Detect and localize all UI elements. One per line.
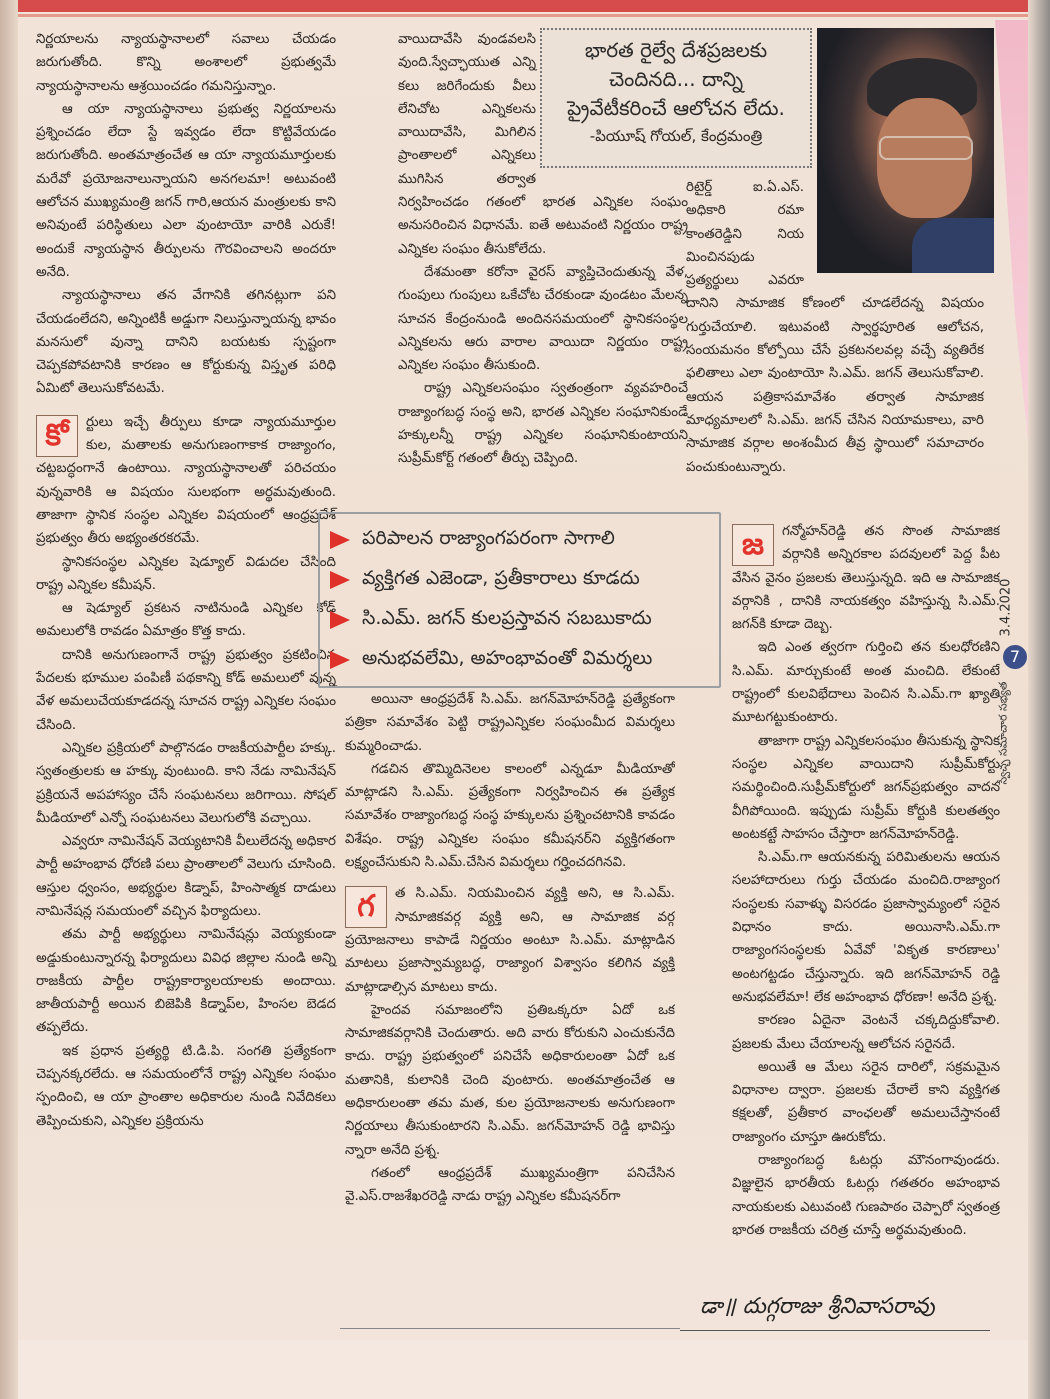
right-page-edge [1028, 0, 1050, 1399]
article-column-1 [36, 28, 336, 1133]
publication-name: స్వేచ్ఛ సమాచార సభ్యత [996, 681, 1010, 785]
highlight-item: వ్యక్తిగత ఎజెండా, ప్రతీకారాలు కూడదు [330, 560, 709, 600]
paragraph: ఇది ఎంత త్వరగా గుర్తించి తన కులధోరణిని సి.ఎమ్. మార్చుకుంటే అంత మంచిది. లేకుంటే రాష్ట్రంలో కులవిభేదాలు పెంచిన సి.ఎమ్.గా ఖ్యాతి మూటగట్టుకుంటారు. [732, 640, 1000, 726]
highlight-item: పరిపాలన రాజ్యాంగపరంగా సాగాలి [330, 520, 709, 560]
photo-float-spacer [804, 176, 984, 274]
paragraph: న్యాయస్థానాలు తన వేగానికి తగినట్లుగా పని చేయడంలేదని, అన్నింటికీ అడ్డుగా నిలుస్తున్నాయన్న భావం మనసులో వున్నా దానిని బయటకు స్పష్టంగా చెప్పకపోవటానికి కారణం ఆ కోర్టుకున్న విస్తృత పరిధి ఏమిటో తెలుసుకోవటమే. [36, 288, 336, 397]
paragraph: ఎన్నికల ప్రక్రియలో పాల్గొనడం రాజకీయపార్టీల హక్కు. స్వతంత్రులకు ఆ హక్కు వుంటుంది. కాని నేడు నామినేషన్ ప్రక్రియనే అపహాస్యం చేసే సంఘటనలు జరిగాయి. సోషల్ మీడియాలో ఎన్నో సంఘటనలు వెలుగులోకి వచ్చాయి. [36, 740, 336, 826]
article-column-3-bottom [732, 520, 1000, 1290]
paragraph: ఆ షెడ్యూల్ ప్రకటన నాటినుండి ఎన్నికల కోడ్ అమలులోకి రావడం ఏమాత్రం కొత్త కాదు. [36, 601, 336, 640]
highlight-item: అనుభవలేమి, అహంభావంతో విమర్శలు [330, 640, 709, 680]
paragraph: దానికి అనుగుణంగానే రాష్ట్ర ప్రభుత్వం ప్రకటించిన పేదలకు భూముల పంపిణీ పథకాన్ని కోడ్ అమలులో వున్న వేళ అమలుచేయకూడదన్న సూచన రాష్ట్ర ఎన్నికల సంఘం చేసింది. [36, 647, 336, 733]
issue-date: 3.4.2020 [998, 578, 1014, 637]
article-column-2-bottom [345, 688, 675, 1328]
pink-decoration [995, 20, 1028, 440]
paragraph: గతంలో ఆంధ్రప్రదేశ్ ముఖ్యమంత్రిగా పనిచేసిన వై.ఎస్.రాజశేఖరరెడ్డి నాడు రాష్ట్ర ఎన్నికల కమీషనర్‌గా [345, 1165, 675, 1205]
quote-line: చెందినది... దాన్ని [608, 67, 744, 91]
drop-cap-ko: కో [36, 415, 78, 457]
bottom-margin [18, 1340, 1028, 1399]
article-column-3-top [686, 176, 984, 506]
paragraph: రిటైర్డ్ ఐ.ఏ.ఎస్. అధికారి రమా కాంతరెడ్డిని నియ మించినపుడు ప్రత్యర్థులు ఎవరూ దానిని సామాజిక కోణంలో చూడలేదన్న విషయం గుర్తుచేయాలి. ఇటువంటి స్వార్థపూరిత ఆలోచన, సంయమనం కోల్పోయి చేసే ప్రకటనలవల్ల వచ్చే వ్యతిరేక ఫలితాలు ఎలా వుంటాయో సి.ఎమ్. జగన్ తెలుసుకోవాలి. ఆయన పత్రికాసమావేశం తర్వాత సామాజిక మాధ్యమాలలో సి.ఎమ్. జగన్ చేసిన నియామకాలు, వారి సామాజిక వర్గాల అంశంమీద తీవ్ర స్థాయిలో సమాచారం పంచుకుంటున్నారు. [686, 180, 984, 475]
highlight-item: సి.ఎమ్. జగన్ కులప్రస్తావన సబబుకాదు [330, 600, 709, 640]
top-red-rule [0, 0, 1050, 12]
byline-rule [680, 1330, 990, 1331]
page-side-meta [996, 560, 1027, 940]
paragraph: నిర్ణయాలను న్యాయస్థానాలలో సవాలు చేయడం జరుగుతోంది. కొన్ని అంశాలలో ప్రభుత్వమే న్యాయస్థానాలను ఆశ్రయించడం గమనిస్తున్నాం. [36, 32, 336, 94]
paragraph: తాజాగా రాష్ట్ర ఎన్నికలసంఘం తీసుకున్న స్థానిక సంస్థల ఎన్నికల వాయిదాని సుప్రీమ్‌కోర్టు సమర్థించింది.సుప్రీమ్‌కోర్టులో జగన్‌ప్రభుత్వం వాదన వీగిపోయింది. ఇప్పుడు సుప్రీమ్ కోర్టుకి కులతత్వం అంటకట్టే సాహసం చేస్తారా జగన్‌మోహన్‌రెడ్డి. [732, 733, 1000, 842]
top-thin-rule [0, 14, 1050, 17]
paragraph-with-dropcap: కో ర్టులు ఇచ్చే తీర్పులు కూడా న్యాయమూర్తుల కుల, మతాలకు అనుగుణంగాకాక రాజ్యాంగం, చట్టబద్ధంగానే ఉంటాయి. న్యాయస్థానాలతో పరిచయం వున్నవారికి ఆ విషయం సులభంగా అర్థమవుతుంది. తాజాగా స్థానిక సంస్థల ఎన్నికల విషయంలో ఆంధ్రప్రదేశ్ ప్రభుత్వం తీరు అభ్యంతరకరమే. [36, 414, 336, 547]
left-page-edge [0, 0, 18, 1399]
quote-line: ప్రైవేటీకరించే ఆలోచన లేదు. [567, 96, 785, 120]
paragraph: ఆ యా న్యాయస్థానాలు ప్రభుత్వ నిర్ణయాలను ప్రశ్నించడం లేదా స్టే ఇవ్వడం లేదా కొట్టివేయడం జరుగుతోంది. అంతమాత్రంచేత ఆ యా న్యాయమూర్తులకు మరేవో ప్రయోజనాలున్నాయని అనగలమా! అటువంటి ఆలోచన ముఖ్యమంత్రి జగన్ గారి,ఆయన మంత్రులకు కాని అనివుంటే పరిస్థితులు ఎలా వుంటాయో వారికి ఎరుకే! అందుకే న్యాయస్థాన తీర్పులను గౌరవించాలని అందరూ అనేది. [36, 101, 336, 280]
paragraph: ఇక ప్రధాన ప్రత్యర్థి టి.డి.పి. సంగతి ప్రత్యేకంగా చెప్పనక్కరలేదు. ఆ సమయంలోనే రాష్ట్ర ఎన్నికల సంఘం స్పందించి, ఆ యా ప్రాంతాల అధికారుల నుండి నివేదికలు తెప్పించుకుని, ఎన్నికల ప్రక్రియను [36, 1043, 336, 1129]
paragraph: రాష్ట్ర ఎన్నికలసంఘం స్వతంత్రంగా వ్యవహరించే రాజ్యాంగబద్ధ సంస్థ అని, భారత ఎన్నికల సంఘానికుండే హక్కులన్నీ రాష్ట్ర ఎన్నికల సంఘానికుంటాయని సుప్రీమ్‌కోర్ట్ గతంలో తీర్పు చెప్పింది. [398, 381, 688, 467]
column-bottom-rule [340, 1328, 680, 1329]
paragraph: సి.ఎమ్.గా ఆయనకున్న పరిమితులను ఆయన సలహాదారులు గుర్తు చేయడం మంచిది.రాజ్యాంగ సంస్థలకు సవాళ్ళు విసరడం ప్రజాస్వామ్యంలో సరైన విధానం కాదు. అయినాసి.ఎమ్.గా రాజ్యాంగసంస్థలకు ఏవేవో 'వికృత కారణాలు' అంటగట్టడం చేస్తున్నారు. ఇది జగన్‌మోహన్ రెడ్డి అనుభవలేమా! లేక అహంభావ ధోరణా! అనేది ప్రశ్న. [732, 850, 1000, 1005]
paragraph: అయినా ఆంధ్రప్రదేశ్ సి.ఎమ్. జగన్‌మోహన్‌రెడ్డి ప్రత్యేకంగా పత్రికా సమావేశం పెట్టి రాష్ట్రఎన్నికల సంఘంమీద విమర్శలు కుమ్మరించాడు. [345, 692, 675, 754]
paragraph: అయితే ఆ మేలు సరైన దారిలో, సక్రమమైన విధానాల ద్వారా. ప్రజలకు చేరాలే కాని వ్యక్తిగత కక్షలతో, ప్రతీకార వాంఛలతో అమలుచేస్తానంటే రాజ్యాంగం చూస్తూ ఊరుకోదు. [732, 1059, 1000, 1145]
paragraph-with-dropcap: జ గన్మోహన్‌రెడ్డి తన సొంత సామాజిక వర్గానికి అన్నిరకాల పదవులలో పెద్ద పీట వేసిన వైనం ప్రజలకు తెలుస్తున్నది. ఇది ఆ సామాజిక వర్గానికి , దానికి నాయకత్వం వహిస్తున్న సి.ఎమ్. జగన్‌కి కూడా దెబ్బ. [732, 524, 1000, 633]
quote-attribution: -పియూష్ గోయల్, కేంద్రమంత్రి [589, 127, 763, 145]
paragraph-with-dropcap: గ త సి.ఎమ్. నియమించిన వ్యక్తి అని, ఆ సి.ఎమ్. సామాజికవర్గ వ్యక్తి అని, ఆ సామాజిక వర్గ ప్రయోజనాలు కాపాడే నిర్ణయం అంటూ సి.ఎమ్. మాట్లాడిన మాటలు ప్రజాస్వామ్యబద్ధ, రాజ్యాంగ విశ్వాసం కలిగిన వ్యక్తి మాట్లాడాల్సిన మాటలు కాదు. [345, 886, 675, 995]
paragraph: తమ పార్టీ అభ్యర్థులు నామినేషన్లు వెయ్యకుండా అడ్డుకుంటున్నారన్న ఫిర్యాదులు వివిధ జిల్లాల నుండి అన్ని రాజకీయ పార్టీల రాష్ట్రకార్యాలయాలకు అందాయి. జాతీయపార్టీ అయిన బిజెపికి కిడ్నాప్‌ల, హింసల బెడద తప్పలేదు. [36, 927, 336, 1036]
drop-cap-ga: గ [345, 886, 387, 928]
paragraph: రాజ్యాంగబద్ధ ఓటర్లు మౌనంగావుండరు. విజ్ఞులైన భారతీయ ఓటర్లు గతతరం అహంభావ నాయకులకు ఎటువంటి గుణపాఠం చెప్పారో స్వతంత్ర భారత రాజకీయ చరిత్ర చూస్తే అర్థమవుతుంది. [732, 1153, 1000, 1238]
drop-cap-ja: జ [732, 524, 774, 566]
paragraph: దేశమంతా కరోనా వైరస్ వ్యాప్తిచెందుతున్న వేళ, గుంపులు గుంపులు ఒకేచోట చేరకుండా వుండటం మేలన్న సూచన కేంద్రంనుండి అందినసమయంలో స్థానికసంస్థల ఎన్నికలను ఆరు వారాల వాయిదా నిర్ణయం రాష్ట్ర ఎన్నికల సంఘం తీసుకుంది. [398, 264, 688, 374]
paragraph: స్థానికసంస్థల ఎన్నికల షెడ్యూల్ విడుదల చేసింది రాష్ట్ర ఎన్నికల కమీషన్. [36, 554, 336, 593]
paragraph: వాయిదావేసి వుండవలసి వుంది.స్వేచ్ఛాయుత ఎన్ని కలు జరిగేందుకు వీలు లేనిచోట ఎన్నికలను వాయిదావేసి, మిగిలిన ప్రాంతాలలో ఎన్నికలు ముగిసిన తర్వాత నిర్వహించడం గతంలో భారత ఎన్నికల సంఘం అనుసరించిన విధానమే. ఐతే అటువంటి నిర్ణయం రాష్ట్ర ఎన్నికల సంఘం తీసుకోలేదు. [398, 32, 688, 257]
arrow-bullet-icon [330, 531, 350, 549]
paragraph: గడచిన తొమ్మిదినెలల కాలంలో ఎన్నడూ మీడియాతో మాట్లాడని సి.ఎమ్. ప్రత్యేకంగా నిర్వహించిన ఈ ప్రత్యేక సమావేశం రాజ్యాంగబద్ధ సంస్థ హక్కులను ప్రశ్నించటానికి కావడం విశేషం. రాష్ట్ర ఎన్నికల సంఘం కమీషనర్‌ని వ్యక్తిగతంగా లక్ష్యంచేసుకుని సి.ఎమ్.చేసిన విమర్శలు గర్హించదగినవి. [345, 761, 675, 871]
paragraph: హైందవ సమాజంలోని ప్రతిఒక్కరూ ఏదో ఒక సామాజికవర్గానికి చెందుతారు. అది వారు కోరుకుని ఎంచుకునేది కాదు. రాష్ట్ర ప్రభుత్వంలో పనిచేసే అధికారులంతా ఏదో ఒక మతానికి, కులానికి చెంది వుంటారు. అంతమాత్రంచేత ఆ అధికారులంతా తమ మత, కుల ప్రయోజనాలకు అనుగుణంగా నిర్ణయాలు తీసుకుంటారని సి.ఎమ్. జగన్‌మోహన్ రెడ్డి భావిస్తు న్నారా అనేది ప్రశ్న. [345, 1002, 675, 1158]
page-number-badge: 7 [1003, 645, 1027, 669]
paragraph: ఎవ్వరూ నామినేషన్ వెయ్యటానికి వీలులేదన్న అధికార పార్టీ అహంభావ ధోరణి పలు ప్రాంతాలలో వెలుగు చూసింది. ఆస్తుల ధ్వంసం, అభ్యర్థుల కిడ్నాప్, హింసాత్మక దాడులు నామినేషన్ల సమయంలో వచ్చిన ఫిర్యాదులు. [36, 834, 336, 919]
highlights-box [318, 512, 721, 688]
photo-glasses [879, 136, 973, 160]
arrow-bullet-icon [330, 651, 350, 669]
arrow-bullet-icon [330, 611, 350, 629]
quote-line: భారత రైల్వే దేశప్రజలకు [584, 38, 768, 62]
pull-quote-box [540, 28, 812, 168]
paragraph: కారణం ఏదైనా వెంటనే చక్కదిద్దుకోవాలి. ప్రజలకు మేలు చేయాలన్న ఆలోచన సరైనదే. [732, 1013, 1000, 1052]
arrow-bullet-icon [330, 571, 350, 589]
author-byline: డా॥ దుగ్గరాజు శ్రీనివాసరావు [700, 1294, 935, 1319]
